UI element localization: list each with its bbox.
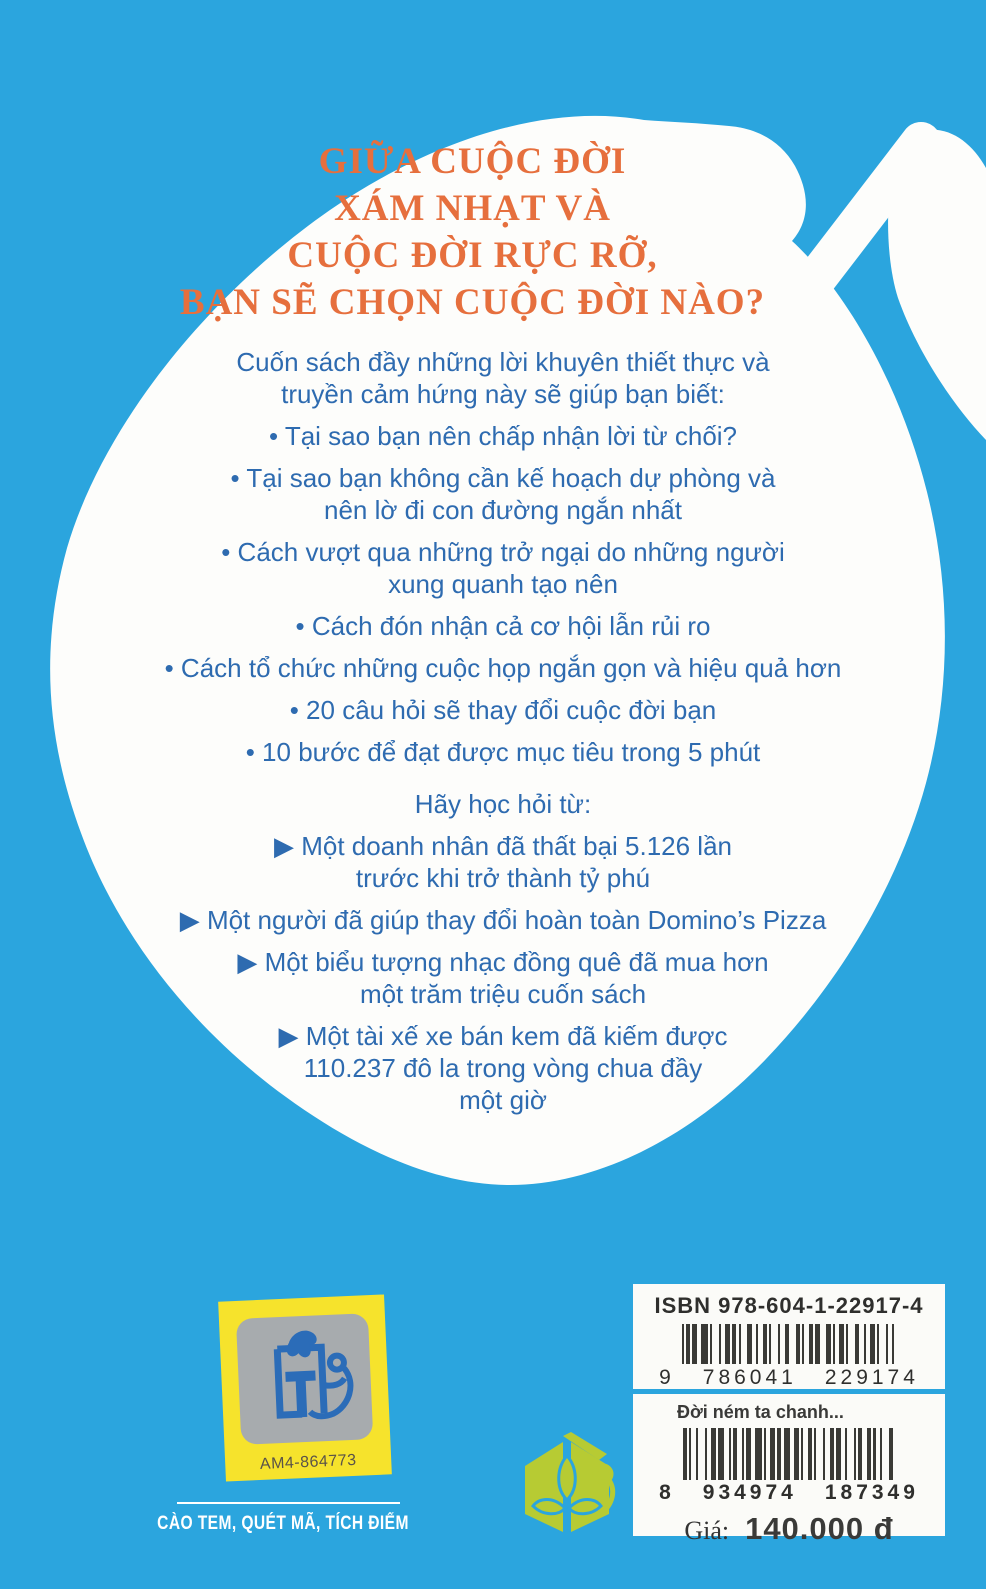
barcode-space: [893, 1428, 895, 1480]
barcode-space: [847, 1428, 854, 1480]
text-line: • Cách tổ chức những cuộc họp ngắn gọn và hiệu quả hơn: [164, 653, 842, 683]
text-line: 110.237 đô la trong vòng chua đầy: [303, 1053, 703, 1083]
barcode-bar: [701, 1324, 708, 1364]
text-line: trước khi trở thành tỷ phú: [355, 863, 651, 893]
text-line: [53, 904, 953, 936]
text-line: • 20 câu hỏi sẽ thay đổi cuộc đời bạn: [289, 695, 717, 725]
text-line: Cuốn sách đầy những lời khuyên thiết thực và: [236, 347, 770, 377]
text-line: XÁM NHẠT VÀ: [334, 188, 611, 229]
price-value: 140.000 đ: [745, 1511, 894, 1546]
stamp-inner-panel: [236, 1313, 373, 1445]
text-line: [53, 536, 953, 600]
barcode-bars: [682, 1324, 897, 1364]
barcode-space: [789, 1324, 796, 1364]
barcode-space: [771, 1324, 778, 1364]
barcode-space: [879, 1324, 886, 1364]
product-title: Đời ném ta chanh...: [677, 1402, 844, 1422]
bullet-list: [53, 420, 953, 768]
barcode-bar: [718, 1428, 725, 1480]
text-line: một trăm triệu cuốn sách: [359, 979, 647, 1009]
divider-line: [177, 1502, 400, 1504]
barcode-bar: [755, 1428, 762, 1480]
barcode-digit-group: 934974: [702, 1481, 797, 1504]
stamp-code: AM4-864773: [259, 1451, 357, 1474]
text-line: ▶ Một doanh nhân đã thất bại 5.126 lần: [273, 831, 732, 861]
barcode-digit-group: 187349: [824, 1481, 919, 1504]
learn-list: [53, 830, 953, 1116]
text-line: nên lờ đi con đường ngắn nhất: [324, 495, 682, 525]
price-ean-barcode: [633, 1428, 945, 1480]
text-line: truyền cảm hứng này sẽ giúp bạn biết:: [281, 379, 725, 409]
text-line: [53, 946, 953, 1010]
barcode-bars: [683, 1428, 896, 1480]
price-label: Giá:: [684, 1516, 730, 1545]
text-line: [53, 610, 953, 642]
barcode-digit-group: 786041: [702, 1366, 797, 1389]
barcode-space: [712, 1324, 719, 1364]
text-line: [53, 346, 953, 410]
barcode-space: [894, 1324, 896, 1364]
text-line: GIỮA CUỘC ĐỜI: [318, 141, 627, 182]
text-line: • Cách vượt qua những trở ngại do những người: [221, 537, 785, 567]
barcode-space: [741, 1324, 748, 1364]
text-line: [53, 652, 953, 684]
price-sticker-box: [633, 1394, 945, 1546]
learn-heading: Hãy học hỏi từ:: [414, 789, 592, 819]
price-row: [633, 1511, 945, 1547]
text-line: • Cách đón nhận cả cơ hội lẫn rủi ro: [295, 611, 711, 641]
price-barcode-digits: [633, 1481, 945, 1505]
barcode-digit-group: 229174: [824, 1366, 919, 1389]
intro-paragraph: [53, 346, 953, 410]
text-line: ▶ Một biểu tượng nhạc đồng quê đã mua hơn: [237, 947, 769, 977]
barcode-space: [816, 1428, 823, 1480]
text-line: • Tại sao bạn nên chấp nhận lời từ chối?: [268, 421, 738, 451]
text-line: [53, 694, 953, 726]
text-line: [53, 420, 953, 452]
loyalty-caption: CÀO TEM, QUÉT MÃ, TÍCH ĐIỂM: [157, 1513, 409, 1534]
barcode-digit-group: 8: [659, 1481, 675, 1504]
barcode-space: [882, 1428, 889, 1480]
text-line: xung quanh tạo nên: [388, 569, 618, 599]
text-line: [53, 1020, 953, 1116]
text-line: ▶ Một người đã giúp thay đổi hoàn toàn Domino’s Pizza: [179, 905, 827, 935]
barcode-digit-group: 9: [659, 1366, 675, 1389]
text-line: ▶ Một tài xế xe bán kem đã kiếm được: [278, 1021, 728, 1051]
text-line: • Tại sao bạn không cần kế hoạch dự phòng và: [230, 463, 776, 493]
text-line: BẠN SẼ CHỌN CUỘC ĐỜI NÀO?: [179, 282, 766, 323]
isbn-ean-barcode: [633, 1324, 945, 1364]
text-line: [53, 462, 953, 526]
barcode-bar: [784, 1428, 791, 1480]
headline: [0, 138, 945, 326]
body-copy: [53, 346, 953, 1126]
book-sprout-dove-logo-icon: [515, 1422, 619, 1542]
torch-dove-logo-icon: [236, 1313, 373, 1445]
barcode-space: [698, 1428, 705, 1480]
text-line: một giờ: [459, 1085, 547, 1115]
text-line: • 10 bước để đạt được mục tiêu trong 5 phút: [245, 737, 761, 767]
barcode-space: [820, 1324, 827, 1364]
isbn-barcode-digits: [633, 1366, 945, 1390]
isbn-box: [633, 1284, 945, 1389]
text-line: CUỘC ĐỜI RỰC RỠ,: [287, 235, 658, 276]
barcode-space: [848, 1324, 855, 1364]
text-line: [53, 830, 953, 894]
isbn-label: ISBN 978-604-1-22917-4: [654, 1293, 924, 1318]
text-line: [53, 736, 953, 768]
loyalty-stamp-sticker: [218, 1294, 392, 1481]
